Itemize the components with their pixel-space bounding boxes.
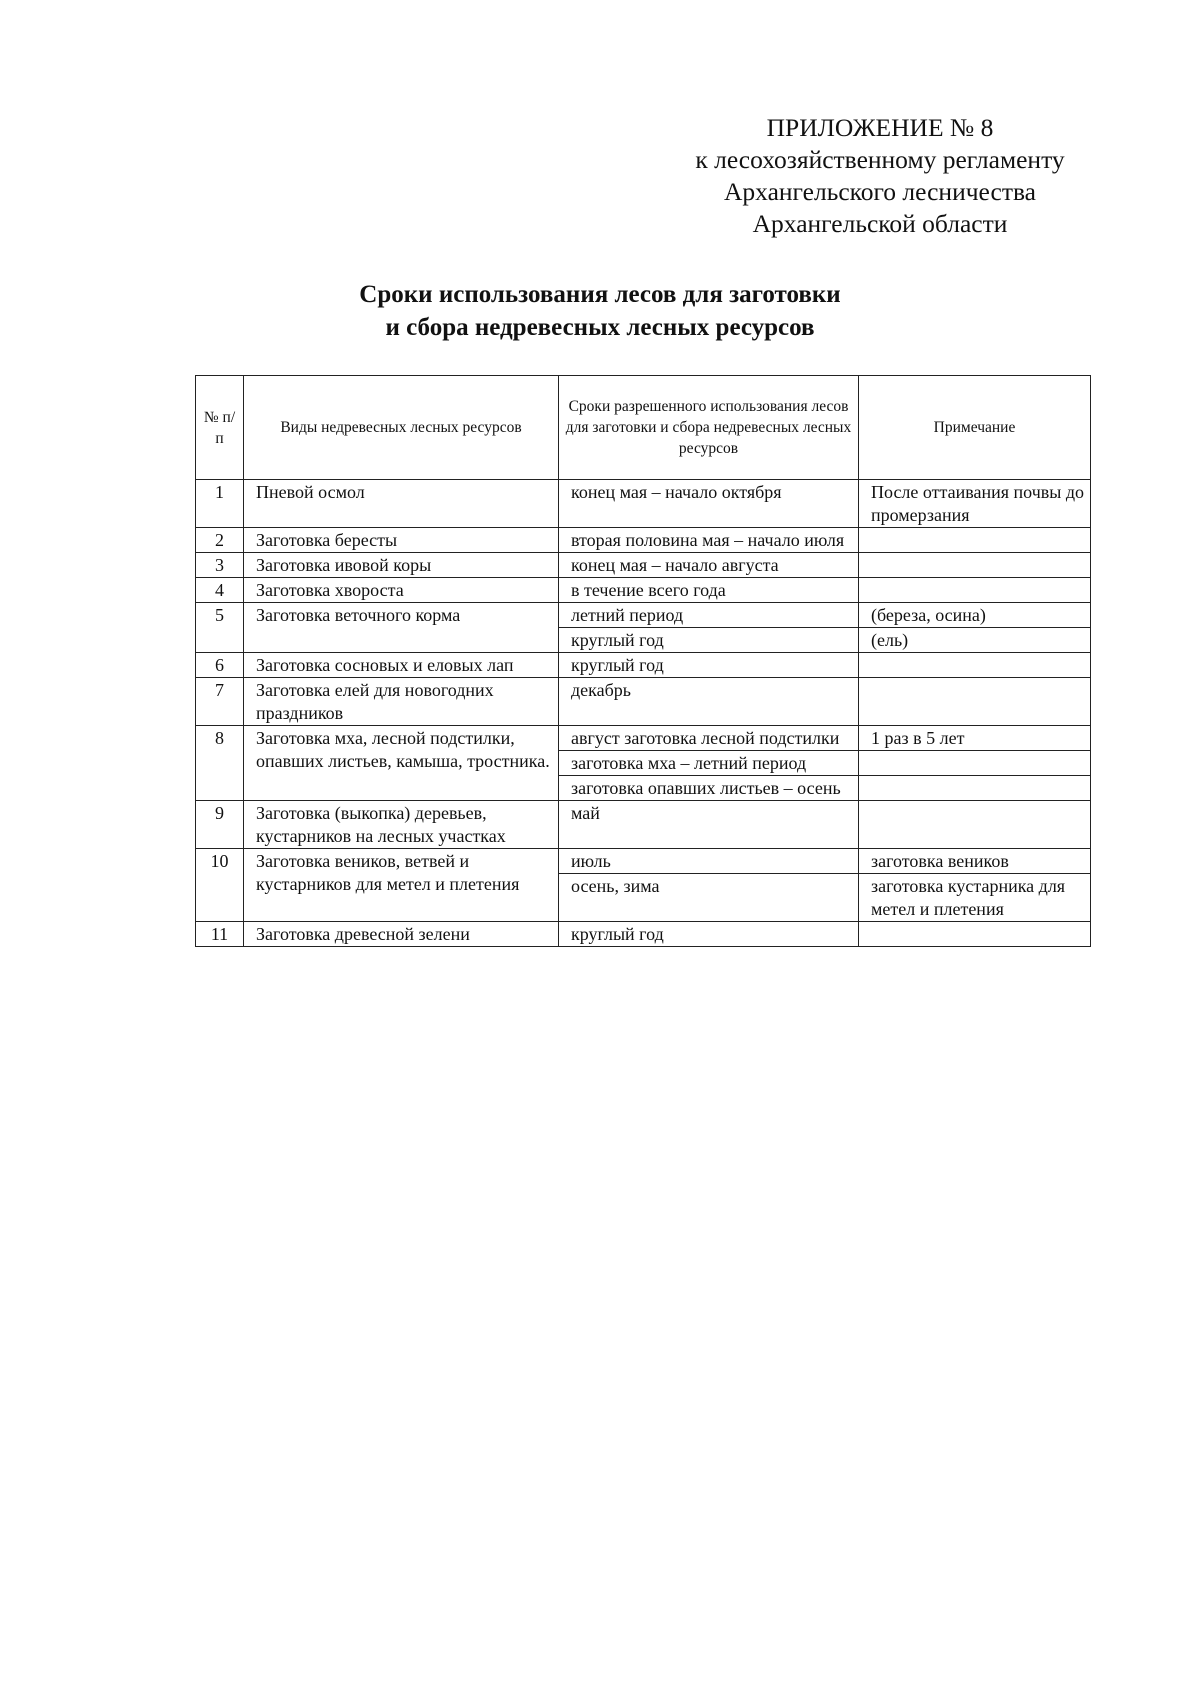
period-cell: август заготовка лесной подстилки bbox=[559, 726, 859, 751]
period-cell: май bbox=[559, 801, 859, 849]
note-cell: (ель) bbox=[859, 628, 1091, 653]
resource-type: Заготовка веников, ветвей и кустарников для метел и плетения bbox=[244, 849, 559, 922]
period-cell: круглый год bbox=[559, 628, 859, 653]
note-cell bbox=[859, 776, 1091, 801]
period-cell: летний период bbox=[559, 603, 859, 628]
resource-type: Заготовка ивовой коры bbox=[244, 553, 559, 578]
table-row bbox=[196, 922, 1091, 947]
note-cell bbox=[859, 922, 1091, 947]
row-number: 6 bbox=[196, 653, 244, 678]
header-period: Сроки разрешенного использования лесов для заготовки и сбора недревесных лесных ресурсов bbox=[559, 376, 859, 480]
title-line: Сроки использования лесов для заготовки bbox=[359, 281, 841, 308]
title-line: и сбора недревесных лесных ресурсов bbox=[385, 314, 815, 341]
table-row bbox=[196, 801, 1091, 849]
note-cell bbox=[859, 751, 1091, 776]
note-cell bbox=[859, 528, 1091, 553]
header-resource-type: Виды недревесных лесных ресурсов bbox=[244, 376, 559, 480]
table-row bbox=[196, 726, 1091, 751]
note-cell: заготовка кустарника для метел и плетения bbox=[859, 874, 1091, 922]
resource-type: Заготовка мха, лесной подстилки, опавших листьев, камыша, тростника. bbox=[244, 726, 559, 801]
document-title bbox=[300, 278, 900, 344]
row-number: 5 bbox=[196, 603, 244, 653]
note-cell: 1 раз в 5 лет bbox=[859, 726, 1091, 751]
period-cell: круглый год bbox=[559, 922, 859, 947]
resource-type: Заготовка хвороста bbox=[244, 578, 559, 603]
row-number: 10 bbox=[196, 849, 244, 922]
table-row bbox=[196, 578, 1091, 603]
resources-table bbox=[195, 375, 1091, 947]
appendix-number: ПРИЛОЖЕНИЕ № 8 bbox=[766, 113, 994, 142]
note-cell bbox=[859, 578, 1091, 603]
resource-type: Заготовка сосновых и еловых лап bbox=[244, 653, 559, 678]
table-row bbox=[196, 653, 1091, 678]
period-cell: конец мая – начало августа bbox=[559, 553, 859, 578]
row-number: 9 bbox=[196, 801, 244, 849]
table-row bbox=[196, 603, 1091, 628]
row-number: 11 bbox=[196, 922, 244, 947]
row-number: 1 bbox=[196, 480, 244, 528]
resource-type: Пневой осмол bbox=[244, 480, 559, 528]
table-row bbox=[196, 553, 1091, 578]
note-cell: После оттаивания почвы до промерзания bbox=[859, 480, 1091, 528]
note-cell bbox=[859, 678, 1091, 726]
period-cell: декабрь bbox=[559, 678, 859, 726]
period-cell: конец мая – начало октября bbox=[559, 480, 859, 528]
period-cell: круглый год bbox=[559, 653, 859, 678]
table-header-row bbox=[196, 376, 1091, 480]
table-row bbox=[196, 849, 1091, 874]
appendix-line: Архангельского лесничества bbox=[723, 177, 1036, 206]
period-cell: июль bbox=[559, 849, 859, 874]
row-number: 8 bbox=[196, 726, 244, 801]
row-number: 2 bbox=[196, 528, 244, 553]
row-number: 3 bbox=[196, 553, 244, 578]
note-cell bbox=[859, 801, 1091, 849]
period-cell: заготовка опавших листьев – осень bbox=[559, 776, 859, 801]
appendix-line: Архангельской области bbox=[752, 209, 1008, 238]
note-cell: заготовка веников bbox=[859, 849, 1091, 874]
table-row bbox=[196, 678, 1091, 726]
period-cell: вторая половина мая – начало июля bbox=[559, 528, 859, 553]
note-cell bbox=[859, 553, 1091, 578]
note-cell bbox=[859, 653, 1091, 678]
period-cell: осень, зима bbox=[559, 874, 859, 922]
row-number: 7 bbox=[196, 678, 244, 726]
note-cell: (береза, осина) bbox=[859, 603, 1091, 628]
table-row bbox=[196, 528, 1091, 553]
resource-type: Заготовка (выкопка) деревьев, кустарников на лесных участках bbox=[244, 801, 559, 849]
resource-type: Заготовка елей для новогодних праздников bbox=[244, 678, 559, 726]
resource-type: Заготовка веточного корма bbox=[244, 603, 559, 653]
period-cell: в течение всего года bbox=[559, 578, 859, 603]
header-note: Примечание bbox=[859, 376, 1091, 480]
row-number: 4 bbox=[196, 578, 244, 603]
table-row bbox=[196, 480, 1091, 528]
appendix-header bbox=[620, 112, 1140, 240]
appendix-line: к лесохозяйственному регламенту bbox=[695, 145, 1065, 174]
header-number: № п/п bbox=[196, 376, 244, 480]
period-cell: заготовка мха – летний период bbox=[559, 751, 859, 776]
resource-type: Заготовка древесной зелени bbox=[244, 922, 559, 947]
resource-type: Заготовка бересты bbox=[244, 528, 559, 553]
